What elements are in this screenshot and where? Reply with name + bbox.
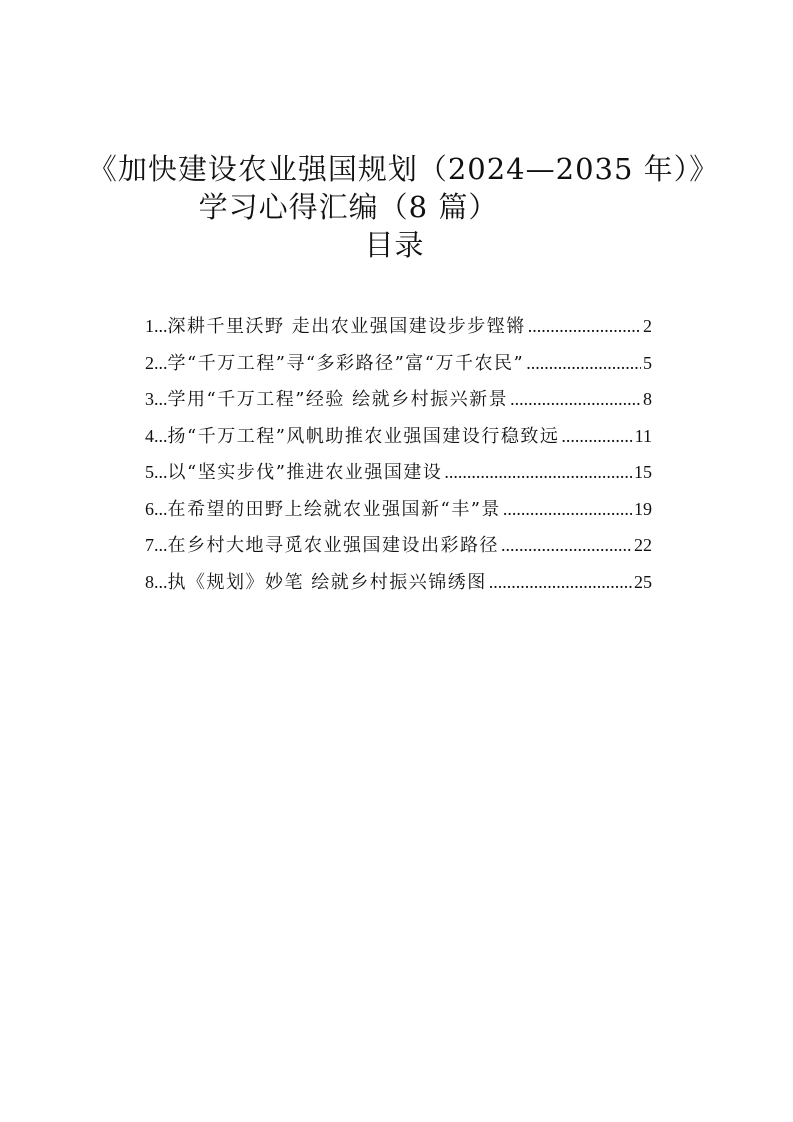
toc-dot-leader [503, 491, 632, 528]
toc-entry-number: 1... [145, 316, 168, 336]
toc-entry-page: 25 [634, 571, 652, 592]
toc-entry-title: 学用“千万工程”经验 绘就乡村振兴新景 [167, 389, 509, 410]
toc-heading: 目录 [364, 228, 425, 262]
toc-dot-leader [526, 345, 641, 382]
toc-entry[interactable] [145, 491, 652, 528]
toc-entry-page: 5 [643, 352, 652, 373]
toc-entry-title: 以“坚实步伐”推进农业强国建设 [167, 462, 443, 483]
toc-entry[interactable] [145, 418, 652, 455]
toc-entry-number: 8... [145, 571, 168, 592]
toc-dot-leader [561, 418, 632, 455]
toc-entry[interactable] [145, 454, 652, 491]
toc-dot-leader [501, 527, 632, 564]
document-subtitle: 学习心得汇编（8 篇） [198, 190, 499, 224]
toc-entry-number: 2... [145, 352, 168, 373]
table-of-contents [145, 308, 652, 600]
toc-entry-page: 15 [634, 462, 652, 482]
toc-entry-page: 8 [643, 389, 652, 409]
toc-entry[interactable] [145, 345, 652, 382]
toc-dot-leader [510, 381, 641, 418]
title-block [0, 150, 793, 264]
toc-entry-title: 学“千万工程”寻“多彩路径”富“万千农民” [167, 352, 525, 374]
toc-entry-title: 深耕千里沃野 走出农业强国建设步步铿锵 [167, 316, 526, 337]
toc-entry-page: 2 [643, 316, 652, 336]
toc-entry-title: 在希望的田野上绘就农业强国新“丰”景 [167, 498, 501, 520]
toc-entry-page: 22 [634, 535, 652, 555]
toc-entry[interactable] [145, 527, 652, 564]
toc-dot-leader [528, 308, 641, 345]
toc-dot-leader [489, 564, 632, 601]
toc-entry-title: 执《规划》妙笔 绘就乡村振兴锦绣图 [167, 571, 487, 593]
toc-entry[interactable] [145, 308, 652, 345]
toc-dot-leader [444, 454, 632, 491]
toc-entry-title: 扬“千万工程”风帆助推农业强国建设行稳致远 [167, 425, 560, 447]
toc-entry[interactable] [145, 381, 652, 418]
toc-entry-number: 3... [145, 389, 168, 409]
toc-entry-number: 5... [145, 462, 168, 482]
toc-entry-number: 6... [145, 498, 168, 519]
document-title: 《加快建设农业强国规划（2024—2035 年）》 [87, 152, 720, 186]
toc-entry-number: 4... [145, 425, 168, 446]
toc-entry-page: 19 [634, 498, 652, 519]
toc-entry-number: 7... [145, 535, 168, 555]
toc-entry[interactable] [145, 564, 652, 601]
toc-entry-page: 11 [634, 425, 652, 446]
toc-entry-title: 在乡村大地寻觅农业强国建设出彩路径 [167, 535, 499, 556]
